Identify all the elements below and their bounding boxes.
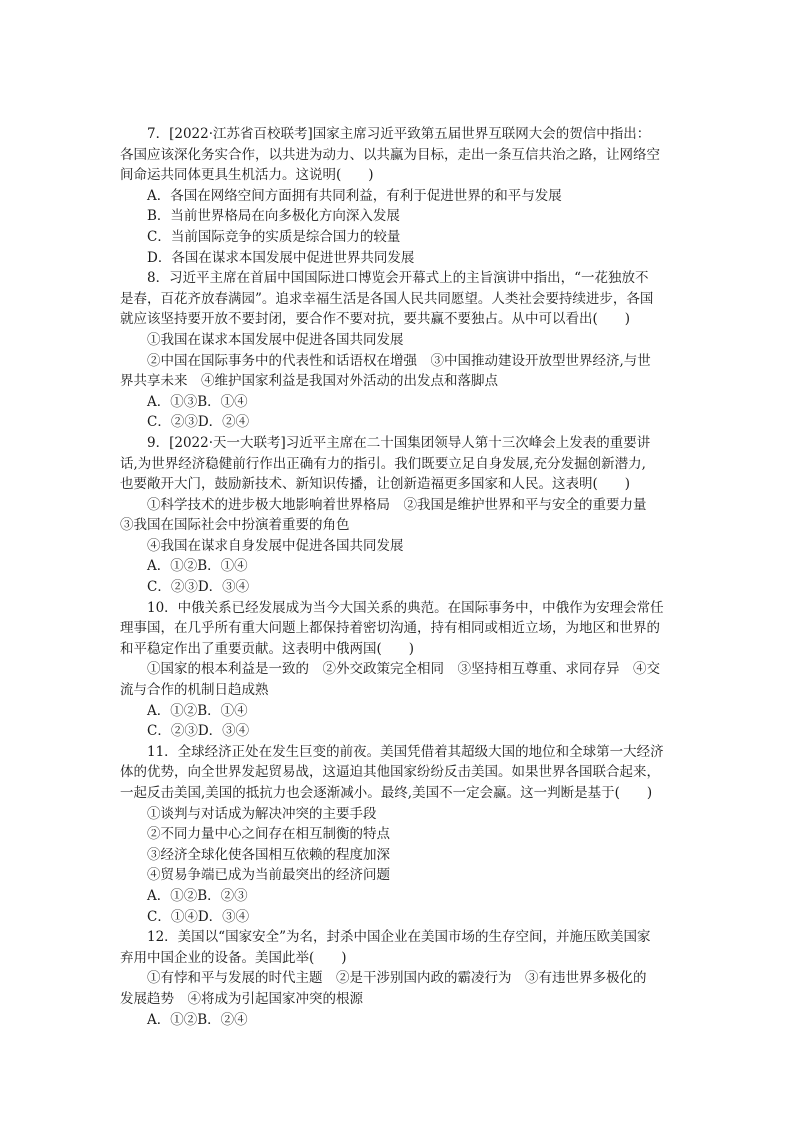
question-stem-line: 各国应该深化务实合作，以共进为动力、以共赢为目标，走出一条互信共治之路，让网络空 xyxy=(120,146,660,163)
question-stem-line: 理事国，在几乎所有重大问题上都保持着密切沟通，持有相同或相近立场，为地区和世界的 xyxy=(120,620,660,637)
statement-line: ④贸易争端已成为当前最突出的经济问题 xyxy=(147,867,390,884)
question-stem-line: 和平稳定作出了重要贡献。这表明中俄两国( ) xyxy=(120,640,415,657)
statement-line: ③经济全球化使各国相互依赖的程度加深 xyxy=(147,846,390,863)
answer-option: C．②③D．②④ xyxy=(147,414,250,431)
answer-option: A．①②B．②③ xyxy=(147,887,248,904)
question-stem-line: 是春，百花齐放春满园”。追求幸福生活是各国人民共同愿望。人类社会要持续进步，各国 xyxy=(120,290,654,307)
question-10 xyxy=(120,598,680,742)
question-stem-line: 7．[2022·江苏省百校联考]国家主席习近平致第五届世界互联网大会的贺信中指出： xyxy=(147,126,651,142)
question-stem-line: 也要敞开大门，鼓励新技术、新知识传播，让创新造福更多国家和人民。这表明( ) xyxy=(120,476,631,493)
answer-option: A．①②B．①④ xyxy=(147,558,248,575)
statement-line: 界共享未来 ④维护国家利益是我国对外活动的出发点和落脚点 xyxy=(120,373,498,390)
statement-line: 流与合作的机制日趋成熟 xyxy=(120,682,269,699)
question-12 xyxy=(120,927,680,1030)
question-stem-line: 就应该坚持要开放不要封闭，要合作不要对抗，要共赢不要独占。从中可以看出( ) xyxy=(120,311,631,328)
question-stem-line: 8．习近平主席在首届中国国际进口博览会开幕式上的主旨演讲中指出，“一花独放不 xyxy=(147,270,649,287)
answer-option: B．当前世界格局在向多极化方向深入发展 xyxy=(147,208,400,225)
question-7 xyxy=(120,124,680,268)
answer-option: A．各国在网络空间方面拥有共同利益，有利于促进世界的和平与发展 xyxy=(147,187,562,204)
statement-line: ④我国在谋求自身发展中促进各国共同发展 xyxy=(147,537,404,554)
question-stem-line: 间命运共同体更具生机活力。这说明( ) xyxy=(120,167,374,184)
answer-option: A．①③B．①④ xyxy=(147,393,248,410)
question-9 xyxy=(120,433,680,598)
question-11 xyxy=(120,742,680,927)
statement-line: ①有悖和平与发展的时代主题 ②是干涉别国内政的霸凌行为 ③有违世界多极化的 xyxy=(147,970,647,987)
statement-line: ③我国在国际社会中扮演着重要的角色 xyxy=(120,517,350,534)
worksheet-page xyxy=(120,124,680,1030)
answer-option: C．②③D．③④ xyxy=(147,579,250,596)
question-stem-line: 10．中俄关系已经发展成为当今大国关系的典范。在国际事务中，中俄作为安理会常任 xyxy=(147,599,664,616)
question-stem-line: 弃用中国企业的设备。美国此举( ) xyxy=(120,949,347,966)
statement-line: 发展趋势 ④将成为引起国家冲突的根源 xyxy=(120,990,363,1007)
question-8 xyxy=(120,268,680,433)
statement-line: ①科学技术的进步极大地影响着世界格局 ②我国是维护世界和平与安全的重要力量 xyxy=(147,496,647,513)
statement-line: ①我国在谋求本国发展中促进各国共同发展 xyxy=(147,331,404,348)
answer-option: D．各国在谋求本国发展中促进世界共同发展 xyxy=(147,249,415,266)
answer-option: C．②③D．③④ xyxy=(147,723,250,740)
question-stem-line: 12．美国以“国家安全”为名，封杀中国企业在美国市场的生存空间，并施压欧美国家 xyxy=(147,929,651,946)
answer-option: C．①④D．③④ xyxy=(147,908,250,925)
statement-line: ②中国在国际事务中的代表性和话语权在增强 ③中国推动建设开放型世界经济,与世 xyxy=(147,352,651,369)
question-stem-line: 话,为世界经济稳健前行作出正确有力的指引。我们既要立足自身发展,充分发掘创新潜力, xyxy=(120,455,646,472)
answer-option: A．①②B．②④ xyxy=(147,1011,248,1028)
answer-option: A．①②B．①④ xyxy=(147,702,248,719)
question-stem-line: 一起反击美国,美国的抵抗力也会逐渐减小。最终,美国不一定会赢。这一判断是基于( ) xyxy=(120,785,653,801)
statement-line: ②不同力量中心之间存在相互制衡的特点 xyxy=(147,826,390,843)
question-stem-line: 11．全球经济正处在发生巨变的前夜。美国凭借着其超级大国的地位和全球第一大经济 xyxy=(147,743,664,760)
statement-line: ①谈判与对话成为解决冲突的主要手段 xyxy=(147,805,377,822)
statement-line: ①国家的根本利益是一致的 ②外交政策完全相同 ③坚持相互尊重、求同存异 ④交 xyxy=(147,661,660,678)
answer-option: C．当前国际竞争的实质是综合国力的较量 xyxy=(147,228,401,245)
question-stem-line: 9．[2022·天一大联考]习近平主席在二十国集团领导人第十三次峰会上发表的重要讲 xyxy=(147,434,651,451)
question-stem-line: 体的优势，向全世界发起贸易战，这逼迫其他国家纷纷反击美国。如果世界各国联合起来， xyxy=(120,764,660,781)
